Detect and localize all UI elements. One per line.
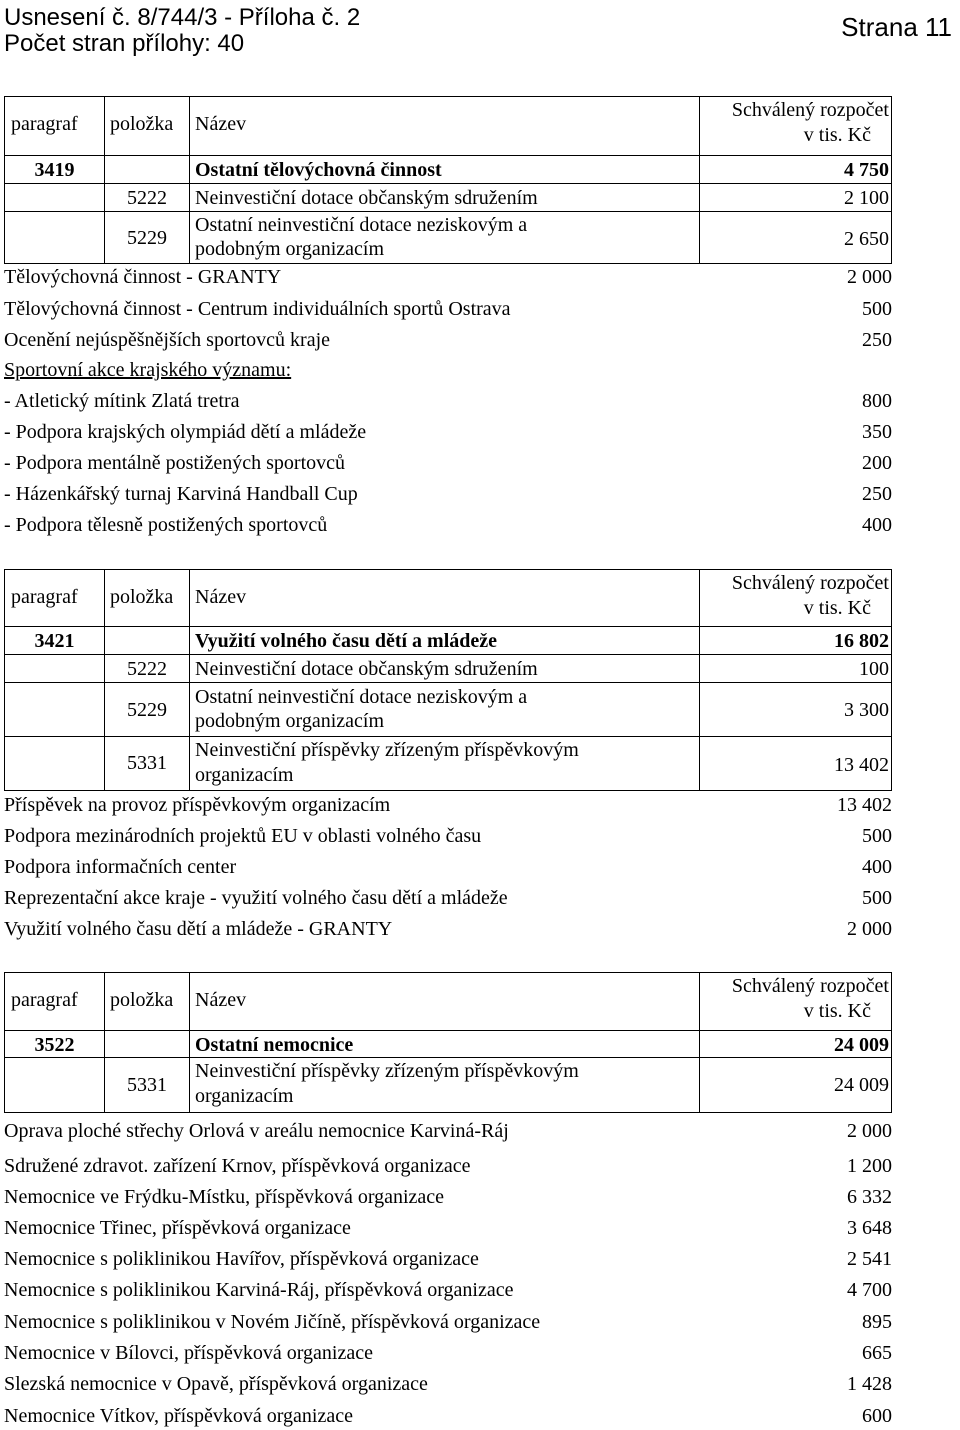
item-name: Neinvestiční příspěvky zřízeným příspěvkovým <box>195 1060 579 1082</box>
paragraf-total-row <box>5 626 891 654</box>
item-value: 13 402 <box>834 754 889 776</box>
paragraf-name: Využití volného času dětí a mládeže <box>195 630 498 652</box>
budget-table-3421 <box>4 569 892 791</box>
polozka-code: 5331 <box>127 752 167 774</box>
item-name-cont: organizacím <box>195 1085 294 1107</box>
document-title: Usnesení č. 8/744/3 - Příloha č. 2 <box>4 4 361 31</box>
table-row <box>5 183 891 211</box>
column-header-rozpocet: Schválený rozpočet <box>731 99 889 121</box>
polozka-code: 5222 <box>127 658 167 680</box>
column-header-unit: v tis. Kč <box>803 124 871 146</box>
column-header-nazev: Název <box>195 113 247 135</box>
item-name-cont: podobným organizacím <box>195 710 385 732</box>
column-header-polozka: položka <box>110 113 174 135</box>
item-value: 3 300 <box>844 699 889 721</box>
item-value: 2 650 <box>844 228 889 250</box>
column-header-paragraf: paragraf <box>11 586 78 608</box>
paragraf-total-row <box>5 1030 891 1057</box>
table-header-row <box>5 97 891 155</box>
paragraf-code: 3421 <box>34 630 75 652</box>
attachment-page-count: Počet stran přílohy: 40 <box>4 30 245 57</box>
item-name: Neinvestiční dotace občanským sdružením <box>195 658 538 680</box>
item-name: Ostatní neinvestiční dotace neziskovým a <box>195 214 528 236</box>
paragraf-code: 3419 <box>34 159 75 181</box>
item-name: Neinvestiční dotace občanským sdružením <box>195 187 538 209</box>
paragraf-total: 24 009 <box>834 1034 889 1056</box>
table-row <box>5 1057 891 1112</box>
table-row <box>5 682 891 736</box>
paragraf-total: 16 802 <box>834 630 889 652</box>
column-header-nazev: Název <box>195 586 247 608</box>
column-header-paragraf: paragraf <box>11 989 78 1011</box>
polozka-code: 5229 <box>127 699 167 721</box>
table-header-row <box>5 570 891 626</box>
paragraf-total: 4 750 <box>844 159 889 181</box>
column-header-nazev: Název <box>195 989 247 1011</box>
paragraf-name: Ostatní tělovýchovná činnost <box>195 159 442 181</box>
item-value: 100 <box>859 658 889 680</box>
column-header-polozka: položka <box>110 989 174 1011</box>
table-row <box>5 654 891 682</box>
item-value: 24 009 <box>834 1074 889 1096</box>
column-header-unit: v tis. Kč <box>803 1000 871 1022</box>
item-name: Ostatní neinvestiční dotace neziskovým a <box>195 686 528 708</box>
column-header-paragraf: paragraf <box>11 113 78 135</box>
paragraf-total-row <box>5 155 891 183</box>
column-header-polozka: položka <box>110 586 174 608</box>
item-name: Neinvestiční příspěvky zřízeným příspěvkovým <box>195 739 579 761</box>
item-name-cont: organizacím <box>195 764 294 786</box>
item-value: 2 100 <box>844 187 889 209</box>
paragraf-name: Ostatní nemocnice <box>195 1034 354 1056</box>
budget-table-3522 <box>4 972 892 1113</box>
polozka-code: 5222 <box>127 187 167 209</box>
column-header-rozpocet: Schválený rozpočet <box>731 975 889 997</box>
paragraf-code: 3522 <box>34 1034 75 1056</box>
table-header-row <box>5 973 891 1030</box>
budget-table-3419 <box>4 96 892 264</box>
column-header-rozpocet: Schválený rozpočet <box>731 572 889 594</box>
polozka-code: 5331 <box>127 1074 167 1096</box>
polozka-code: 5229 <box>127 227 167 249</box>
item-name-cont: podobným organizacím <box>195 238 385 260</box>
table-row <box>5 211 891 263</box>
table-row <box>5 736 891 790</box>
page-number: Strana 11 <box>841 12 952 42</box>
column-header-unit: v tis. Kč <box>803 597 871 619</box>
